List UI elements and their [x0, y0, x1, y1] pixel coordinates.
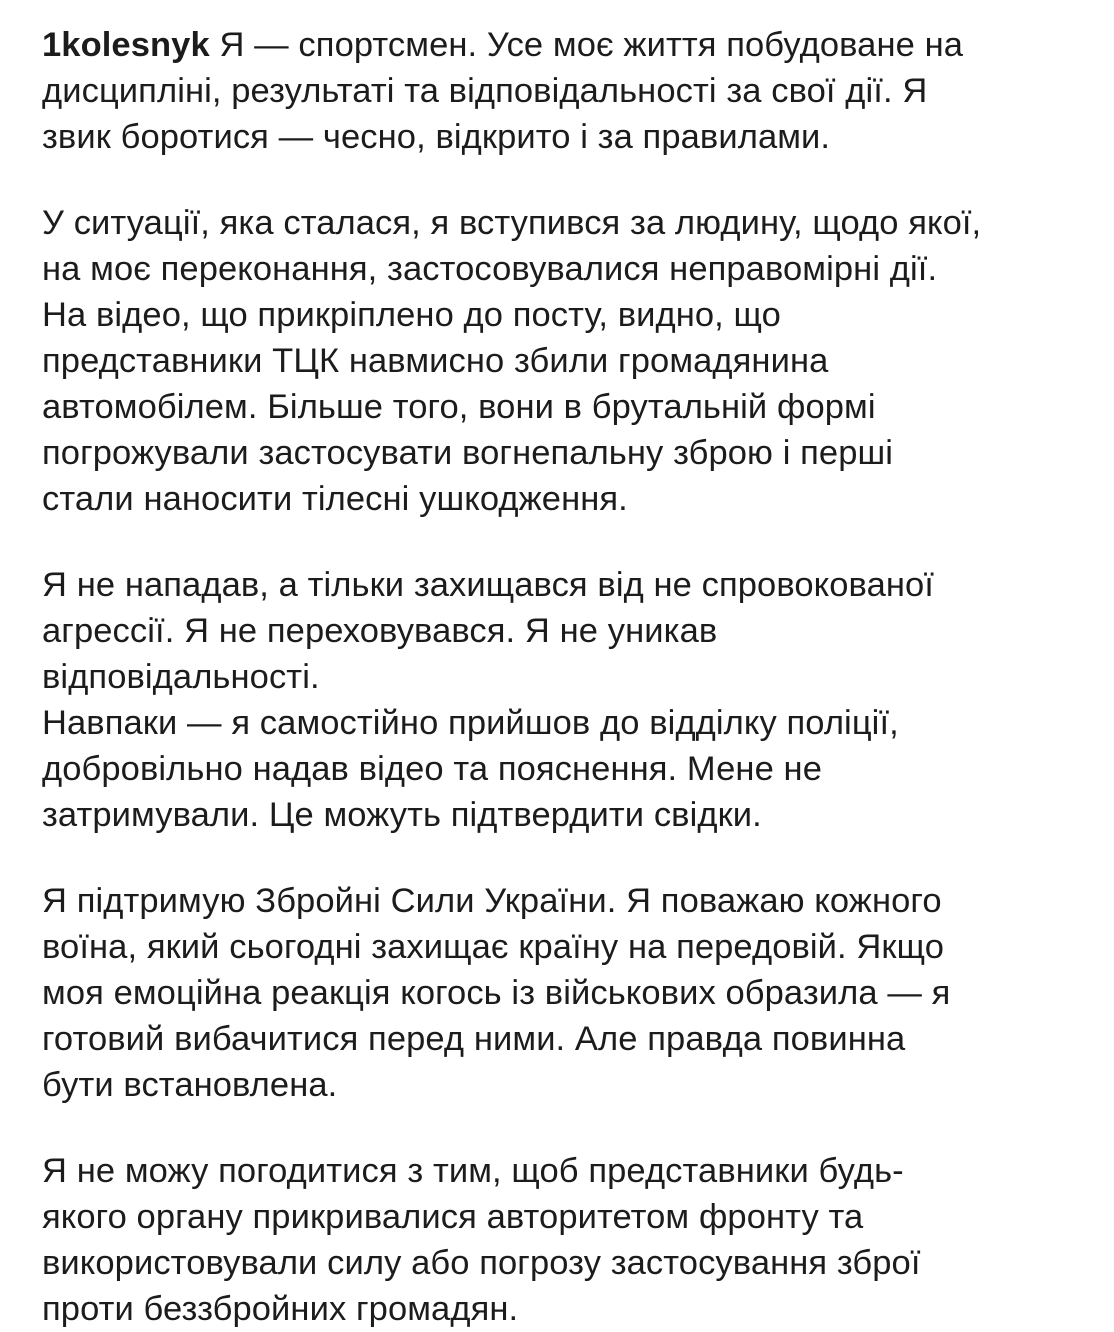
caption-line: автомобілем. Більше того, вони в брутальній формі: [42, 388, 876, 426]
caption-line: У ситуації, яка сталася, я вступився за людину, щодо якої,: [42, 204, 982, 242]
paragraph-spacer: [42, 838, 1092, 878]
caption-line: представники ТЦК навмисно збили громадянина: [42, 342, 829, 380]
caption-paragraph-3: [42, 562, 1092, 838]
caption-line: [42, 22, 1092, 68]
paragraph-spacer: [42, 1108, 1092, 1148]
caption-line: добровільно надав відео та пояснення. Мене не: [42, 750, 822, 788]
caption-line: Я не нападав, а тільки захищався від не спровокованої: [42, 566, 934, 604]
caption-paragraph-1: [42, 22, 1092, 160]
caption-line: якого органу прикривалися авторитетом фронту та: [42, 1198, 864, 1236]
caption-line: готовий вибачитися перед ними. Але правда повинна: [42, 1020, 906, 1058]
caption-line: воїна, який сьогодні захищає країну на передовій. Якщо: [42, 928, 945, 966]
caption-line: бути встановлена.: [42, 1066, 338, 1104]
caption-line: проти беззбройних громадян.: [42, 1290, 519, 1328]
post-caption: [42, 22, 1092, 1332]
caption-line: на моє переконання, застосовувалися неправомірні дії.: [42, 250, 938, 288]
caption-line: Я підтримую Збройні Сили України. Я поважаю кожного: [42, 882, 942, 920]
paragraph-spacer: [42, 160, 1092, 200]
caption-line: агрессії. Я не переховувався. Я не уникав: [42, 612, 718, 650]
caption-paragraph-2: [42, 200, 1092, 522]
caption-line: Я не можу погодитися з тим, щоб представники будь-: [42, 1152, 904, 1190]
caption-line: дисципліні, результаті та відповідальності за свої дії. Я: [42, 72, 928, 110]
caption-line: На відео, що прикріплено до посту, видно, що: [42, 296, 781, 334]
caption-line-text: Я — спортсмен. Усе моє життя побудоване на: [209, 26, 964, 64]
caption-line: відповідальності.: [42, 658, 320, 696]
caption-line: затримували. Це можуть підтвердити свідки.: [42, 796, 762, 834]
caption-paragraph-5: [42, 1148, 1092, 1332]
caption-paragraph-4: [42, 878, 1092, 1108]
username-link[interactable]: 1kolesnyk: [42, 26, 210, 64]
paragraph-spacer: [42, 522, 1092, 562]
caption-line: стали наносити тілесні ушкодження.: [42, 480, 628, 518]
caption-line: використовували силу або погрозу застосування зброї: [42, 1244, 921, 1282]
caption-line: Навпаки — я самостійно прийшов до відділку поліції,: [42, 704, 899, 742]
caption-line: звик боротися — чесно, відкрито і за правилами.: [42, 118, 831, 156]
caption-line: погрожували застосувати вогнепальну зброю і перші: [42, 434, 894, 472]
caption-line: моя емоційна реакція когось із військових образила — я: [42, 974, 951, 1012]
